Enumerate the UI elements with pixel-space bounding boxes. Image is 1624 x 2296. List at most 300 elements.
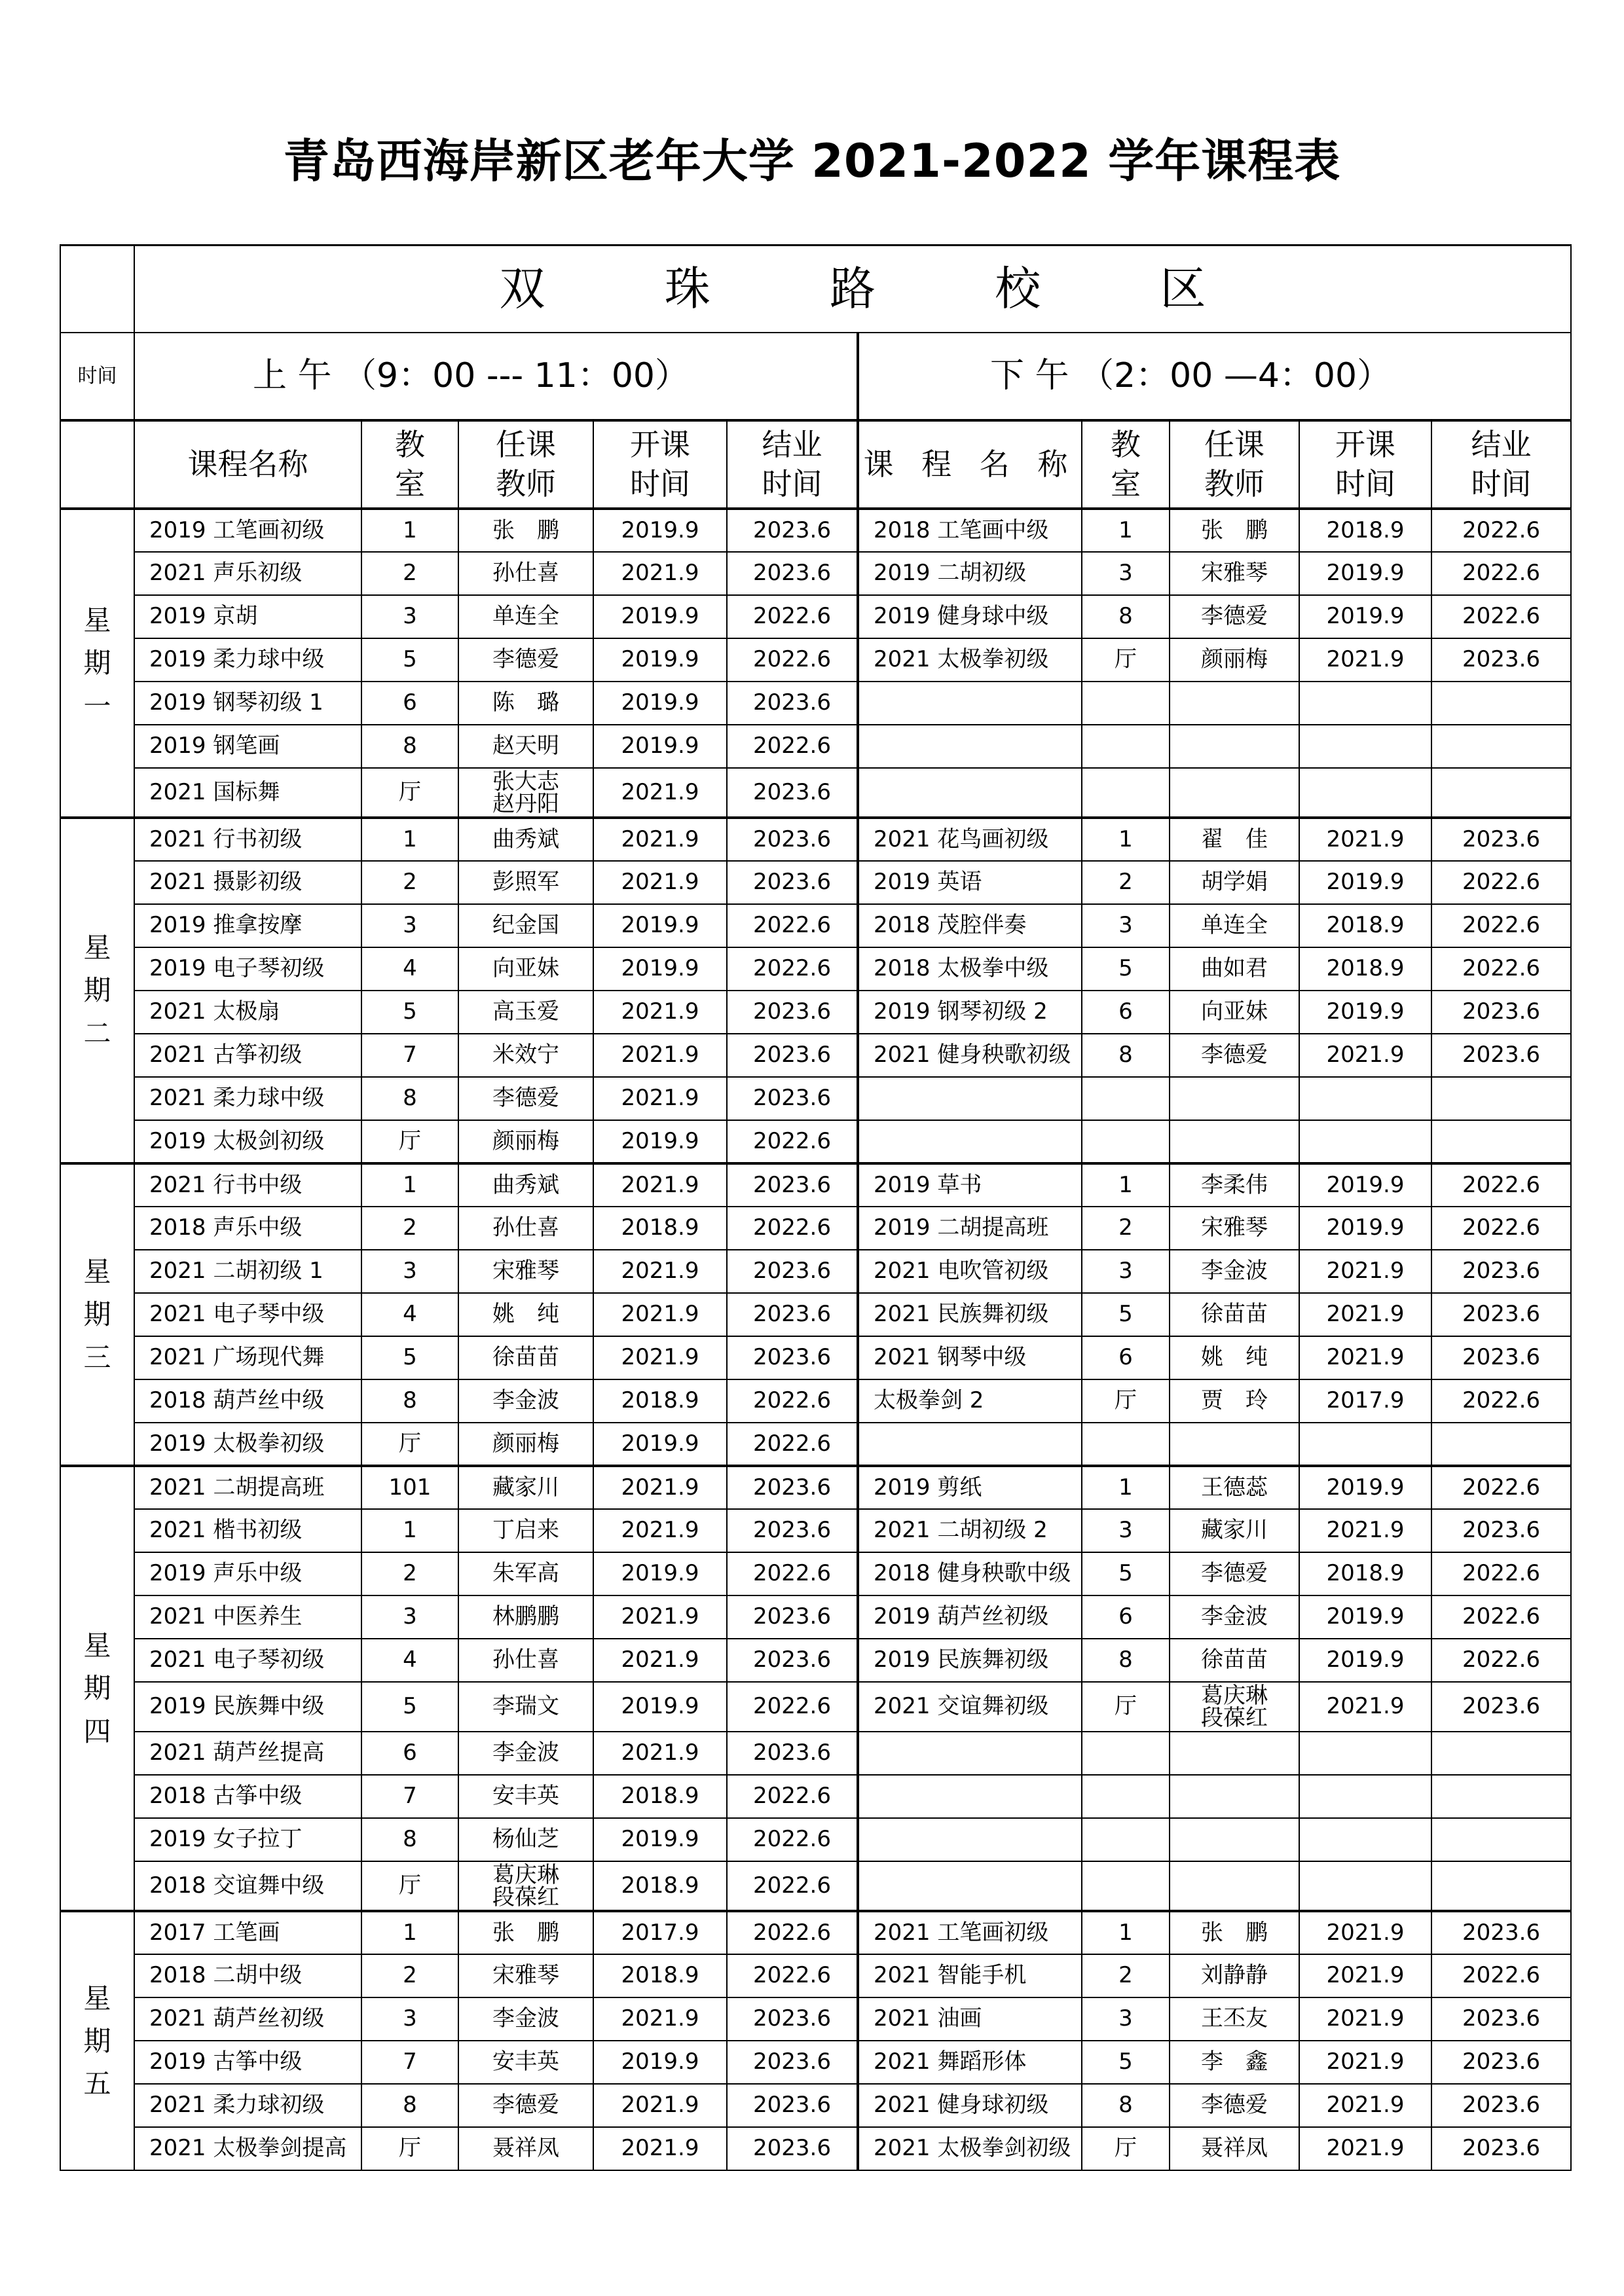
pm-start-date: 2021.9 — [1299, 1911, 1431, 1954]
pm-end-date — [1431, 1775, 1571, 1818]
pm-classroom: 厅 — [1082, 1682, 1170, 1732]
pm-teacher: 藏家川 — [1170, 1509, 1299, 1552]
column-header-row — [60, 420, 1571, 509]
am-end-date: 2022.6 — [727, 1861, 858, 1911]
am-end-date: 2023.6 — [727, 1466, 858, 1509]
pm-start-date: 2019.9 — [1299, 1595, 1431, 1639]
am-end-date: 2022.6 — [727, 638, 858, 682]
table-row — [60, 1423, 1571, 1466]
am-start-date: 2021.9 — [593, 1595, 727, 1639]
pm-course-name: 2018 茂腔伴奏 — [858, 904, 1082, 947]
am-start-date: 2021.9 — [593, 1732, 727, 1775]
am-end-date: 2023.6 — [727, 2084, 858, 2127]
am-course-name: 2019 推拿按摩 — [134, 904, 361, 947]
day-header-cell — [60, 420, 134, 509]
table-row — [60, 638, 1571, 682]
table-row — [60, 768, 1571, 818]
am-classroom: 5 — [361, 638, 458, 682]
pm-teacher: 李金波 — [1170, 1595, 1299, 1639]
pm-end-date: 2022.6 — [1431, 1954, 1571, 1997]
pm-start-date: 2019.9 — [1299, 595, 1431, 638]
am-end-date: 2023.6 — [727, 2127, 858, 2170]
pm-end-date — [1431, 1818, 1571, 1861]
am-start-date: 2021.9 — [593, 1639, 727, 1682]
pm-course-name: 2019 健身球中级 — [858, 595, 1082, 638]
afternoon-session-label: 下 午 （2：00 —4：00） — [858, 333, 1571, 420]
am-start-date: 2018.9 — [593, 1207, 727, 1250]
pm-classroom: 8 — [1082, 1034, 1170, 1077]
pm-end-date — [1431, 682, 1571, 725]
pm-start-date — [1299, 768, 1431, 818]
am-course-name: 2019 古筝中级 — [134, 2041, 361, 2084]
am-course-name: 2019 女子拉丁 — [134, 1818, 361, 1861]
table-row — [60, 1911, 1571, 1954]
am-end-date: 2023.6 — [727, 1639, 858, 1682]
pm-course-name: 2019 葫芦丝初级 — [858, 1595, 1082, 1639]
am-start-date: 2021.9 — [593, 991, 727, 1034]
table-row — [60, 904, 1571, 947]
pm-start-date — [1299, 1423, 1431, 1466]
pm-end-date — [1431, 768, 1571, 818]
pm-teacher — [1170, 768, 1299, 818]
am-start-date: 2019.9 — [593, 1818, 727, 1861]
pm-teacher: 李 鑫 — [1170, 2041, 1299, 2084]
pm-teacher: 李德爱 — [1170, 1552, 1299, 1595]
am-start-date: 2021.9 — [593, 1466, 727, 1509]
schedule-table — [60, 244, 1572, 2171]
am-teacher: 李德爱 — [458, 1077, 593, 1120]
pm-end-date: 2022.6 — [1431, 1207, 1571, 1250]
am-end-date: 2022.6 — [727, 1423, 858, 1466]
pm-classroom: 2 — [1082, 861, 1170, 904]
pm-classroom: 厅 — [1082, 2127, 1170, 2170]
table-row — [60, 1732, 1571, 1775]
table-row — [60, 1775, 1571, 1818]
am-start-date: 2019.9 — [593, 509, 727, 552]
am-teacher: 孙仕喜 — [458, 552, 593, 595]
am-classroom: 1 — [361, 818, 458, 861]
am-course-name: 2019 工笔画初级 — [134, 509, 361, 552]
am-start-date: 2018.9 — [593, 1775, 727, 1818]
am-end-date: 2023.6 — [727, 1293, 858, 1336]
am-course-name: 2018 交谊舞中级 — [134, 1861, 361, 1911]
pm-end-date: 2022.6 — [1431, 1552, 1571, 1595]
pm-course-name: 2021 工笔画初级 — [858, 1911, 1082, 1954]
table-row — [60, 1509, 1571, 1552]
pm-end-date: 2023.6 — [1431, 2041, 1571, 2084]
am-teacher: 孙仕喜 — [458, 1207, 593, 1250]
am-course-name: 2021 楷书初级 — [134, 1509, 361, 1552]
pm-header-start-date: 开课 时间 — [1299, 420, 1431, 509]
am-teacher: 聂祥凤 — [458, 2127, 593, 2170]
am-start-date: 2019.9 — [593, 1120, 727, 1163]
pm-end-date: 2022.6 — [1431, 595, 1571, 638]
pm-course-name: 2021 钢琴中级 — [858, 1336, 1082, 1379]
am-start-date: 2017.9 — [593, 1911, 727, 1954]
am-teacher: 宋雅琴 — [458, 1250, 593, 1293]
pm-teacher: 单连全 — [1170, 904, 1299, 947]
am-classroom: 3 — [361, 1997, 458, 2041]
pm-classroom: 3 — [1082, 1997, 1170, 2041]
campus-row — [60, 246, 1571, 333]
am-course-name: 2021 二胡提高班 — [134, 1466, 361, 1509]
pm-classroom — [1082, 1775, 1170, 1818]
table-row — [60, 2041, 1571, 2084]
pm-start-date: 2021.9 — [1299, 638, 1431, 682]
am-course-name: 2021 柔力球中级 — [134, 1077, 361, 1120]
pm-header-teacher: 任课 教师 — [1170, 420, 1299, 509]
am-classroom: 厅 — [361, 1120, 458, 1163]
pm-course-name: 2019 剪纸 — [858, 1466, 1082, 1509]
pm-start-date: 2021.9 — [1299, 1250, 1431, 1293]
am-end-date: 2022.6 — [727, 725, 858, 768]
am-teacher: 李瑞文 — [458, 1682, 593, 1732]
pm-classroom: 6 — [1082, 1336, 1170, 1379]
am-start-date: 2021.9 — [593, 1997, 727, 2041]
pm-end-date: 2023.6 — [1431, 1336, 1571, 1379]
am-start-date: 2019.9 — [593, 2041, 727, 2084]
am-teacher: 安丰英 — [458, 1775, 593, 1818]
pm-start-date: 2021.9 — [1299, 1682, 1431, 1732]
pm-course-name: 2019 英语 — [858, 861, 1082, 904]
pm-start-date: 2019.9 — [1299, 991, 1431, 1034]
am-start-date: 2019.9 — [593, 595, 727, 638]
pm-course-name: 2021 健身秧歌初级 — [858, 1034, 1082, 1077]
pm-course-name — [858, 1120, 1082, 1163]
pm-classroom: 1 — [1082, 509, 1170, 552]
pm-end-date: 2023.6 — [1431, 1509, 1571, 1552]
pm-start-date: 2021.9 — [1299, 1954, 1431, 1997]
pm-teacher: 贾 玲 — [1170, 1379, 1299, 1423]
pm-end-date — [1431, 1423, 1571, 1466]
pm-classroom — [1082, 768, 1170, 818]
pm-teacher: 刘静静 — [1170, 1954, 1299, 1997]
pm-classroom: 1 — [1082, 1466, 1170, 1509]
pm-classroom — [1082, 682, 1170, 725]
am-teacher: 李金波 — [458, 1997, 593, 2041]
am-classroom: 7 — [361, 1775, 458, 1818]
am-start-date: 2019.9 — [593, 682, 727, 725]
pm-start-date — [1299, 1077, 1431, 1120]
pm-start-date: 2021.9 — [1299, 1509, 1431, 1552]
day-label: 星 期 五 — [60, 1911, 134, 2170]
table-row — [60, 552, 1571, 595]
pm-teacher — [1170, 725, 1299, 768]
am-end-date: 2023.6 — [727, 768, 858, 818]
pm-classroom: 8 — [1082, 595, 1170, 638]
pm-classroom: 3 — [1082, 1250, 1170, 1293]
pm-classroom: 3 — [1082, 552, 1170, 595]
pm-start-date — [1299, 682, 1431, 725]
am-classroom: 3 — [361, 904, 458, 947]
pm-classroom: 8 — [1082, 2084, 1170, 2127]
am-classroom: 2 — [361, 1207, 458, 1250]
am-course-name: 2018 二胡中级 — [134, 1954, 361, 1997]
pm-teacher: 李柔伟 — [1170, 1163, 1299, 1207]
pm-course-name: 2021 民族舞初级 — [858, 1293, 1082, 1336]
am-classroom: 8 — [361, 1379, 458, 1423]
pm-header-end-date: 结业 时间 — [1431, 420, 1571, 509]
am-course-name: 2021 广场现代舞 — [134, 1336, 361, 1379]
pm-end-date: 2022.6 — [1431, 947, 1571, 991]
am-course-name: 2021 行书初级 — [134, 818, 361, 861]
pm-classroom: 1 — [1082, 1911, 1170, 1954]
am-classroom: 6 — [361, 1732, 458, 1775]
am-start-date: 2021.9 — [593, 552, 727, 595]
pm-course-name: 2019 草书 — [858, 1163, 1082, 1207]
pm-end-date — [1431, 1861, 1571, 1911]
session-row — [60, 333, 1571, 420]
pm-course-name: 2018 健身秧歌中级 — [858, 1552, 1082, 1595]
pm-teacher: 颜丽梅 — [1170, 638, 1299, 682]
pm-teacher: 胡学娟 — [1170, 861, 1299, 904]
pm-course-name: 2019 民族舞初级 — [858, 1639, 1082, 1682]
pm-start-date: 2019.9 — [1299, 861, 1431, 904]
am-end-date: 2023.6 — [727, 1250, 858, 1293]
pm-end-date: 2022.6 — [1431, 552, 1571, 595]
pm-classroom: 2 — [1082, 1954, 1170, 1997]
am-end-date: 2023.6 — [727, 991, 858, 1034]
pm-start-date: 2021.9 — [1299, 1997, 1431, 2041]
pm-start-date: 2017.9 — [1299, 1379, 1431, 1423]
table-row — [60, 1954, 1571, 1997]
am-classroom: 5 — [361, 1336, 458, 1379]
pm-end-date — [1431, 1732, 1571, 1775]
am-course-name: 2021 柔力球初级 — [134, 2084, 361, 2127]
am-teacher: 颜丽梅 — [458, 1423, 593, 1466]
am-header-teacher: 任课 教师 — [458, 420, 593, 509]
pm-header-course-name: 课 程 名 称 — [858, 420, 1082, 509]
pm-teacher: 李德爱 — [1170, 1034, 1299, 1077]
pm-end-date: 2023.6 — [1431, 1034, 1571, 1077]
am-end-date: 2023.6 — [727, 1034, 858, 1077]
am-course-name: 2018 古筝中级 — [134, 1775, 361, 1818]
am-course-name: 2019 钢琴初级 1 — [134, 682, 361, 725]
table-row — [60, 595, 1571, 638]
am-course-name: 2021 中医养生 — [134, 1595, 361, 1639]
am-classroom: 1 — [361, 1911, 458, 1954]
am-end-date: 2023.6 — [727, 1732, 858, 1775]
table-row — [60, 991, 1571, 1034]
am-classroom: 厅 — [361, 1861, 458, 1911]
am-course-name: 2019 京胡 — [134, 595, 361, 638]
pm-teacher: 李德爱 — [1170, 595, 1299, 638]
pm-course-name: 2021 电吹管初级 — [858, 1250, 1082, 1293]
pm-start-date: 2021.9 — [1299, 1336, 1431, 1379]
am-classroom: 7 — [361, 2041, 458, 2084]
pm-course-name — [858, 1861, 1082, 1911]
am-start-date: 2021.9 — [593, 1250, 727, 1293]
pm-classroom — [1082, 725, 1170, 768]
am-classroom: 2 — [361, 861, 458, 904]
am-classroom: 1 — [361, 509, 458, 552]
am-start-date: 2018.9 — [593, 1861, 727, 1911]
pm-classroom: 3 — [1082, 1509, 1170, 1552]
pm-course-name — [858, 725, 1082, 768]
pm-course-name — [858, 1775, 1082, 1818]
am-start-date: 2019.9 — [593, 1552, 727, 1595]
pm-end-date — [1431, 1077, 1571, 1120]
table-row — [60, 1552, 1571, 1595]
pm-end-date: 2022.6 — [1431, 1639, 1571, 1682]
am-end-date: 2023.6 — [727, 861, 858, 904]
am-start-date: 2018.9 — [593, 1379, 727, 1423]
page-title: 青岛西海岸新区老年大学 2021-2022 学年课程表 — [283, 134, 1341, 188]
am-teacher: 葛庆琳 段葆红 — [458, 1861, 593, 1911]
pm-classroom: 8 — [1082, 1639, 1170, 1682]
am-teacher: 李德爱 — [458, 2084, 593, 2127]
pm-start-date: 2021.9 — [1299, 818, 1431, 861]
am-course-name: 2018 葫芦丝中级 — [134, 1379, 361, 1423]
pm-start-date: 2019.9 — [1299, 1639, 1431, 1682]
am-teacher: 向亚妹 — [458, 947, 593, 991]
table-row — [60, 725, 1571, 768]
am-teacher: 孙仕喜 — [458, 1639, 593, 1682]
pm-start-date — [1299, 1861, 1431, 1911]
am-teacher: 米效宁 — [458, 1034, 593, 1077]
table-row — [60, 818, 1571, 861]
pm-start-date: 2018.9 — [1299, 509, 1431, 552]
time-label-text: 时间 — [77, 365, 117, 388]
pm-start-date — [1299, 725, 1431, 768]
pm-teacher: 李德爱 — [1170, 2084, 1299, 2127]
am-end-date: 2023.6 — [727, 552, 858, 595]
pm-classroom: 1 — [1082, 1163, 1170, 1207]
am-end-date: 2022.6 — [727, 1379, 858, 1423]
pm-course-name: 2021 健身球初级 — [858, 2084, 1082, 2127]
am-end-date: 2023.6 — [727, 509, 858, 552]
pm-start-date: 2021.9 — [1299, 2041, 1431, 2084]
am-end-date: 2022.6 — [727, 595, 858, 638]
am-classroom: 101 — [361, 1466, 458, 1509]
am-header-course-name: 课程名称 — [134, 420, 361, 509]
campus-name: 双 珠 路 校 区 — [134, 246, 1571, 333]
am-classroom: 厅 — [361, 768, 458, 818]
am-end-date: 2022.6 — [727, 1120, 858, 1163]
am-end-date: 2022.6 — [727, 1552, 858, 1595]
am-teacher: 曲秀斌 — [458, 1163, 593, 1207]
table-row — [60, 1997, 1571, 2041]
am-classroom: 2 — [361, 1552, 458, 1595]
pm-end-date — [1431, 725, 1571, 768]
am-teacher: 林鹏鹏 — [458, 1595, 593, 1639]
pm-end-date: 2023.6 — [1431, 1997, 1571, 2041]
am-classroom: 4 — [361, 947, 458, 991]
am-start-date: 2019.9 — [593, 725, 727, 768]
am-course-name: 2021 葫芦丝提高 — [134, 1732, 361, 1775]
pm-start-date — [1299, 1818, 1431, 1861]
pm-classroom — [1082, 1818, 1170, 1861]
table-row — [60, 1207, 1571, 1250]
pm-teacher: 宋雅琴 — [1170, 552, 1299, 595]
am-classroom: 厅 — [361, 2127, 458, 2170]
pm-end-date: 2022.6 — [1431, 861, 1571, 904]
pm-teacher — [1170, 682, 1299, 725]
pm-course-name: 2021 二胡初级 2 — [858, 1509, 1082, 1552]
am-start-date: 2021.9 — [593, 768, 727, 818]
pm-course-name — [858, 768, 1082, 818]
time-label — [60, 333, 134, 420]
am-end-date: 2023.6 — [727, 2041, 858, 2084]
am-course-name: 2019 声乐中级 — [134, 1552, 361, 1595]
am-start-date: 2019.9 — [593, 638, 727, 682]
am-course-name: 2019 太极拳初级 — [134, 1423, 361, 1466]
pm-course-name — [858, 1077, 1082, 1120]
table-row — [60, 1466, 1571, 1509]
pm-course-name: 2018 太极拳中级 — [858, 947, 1082, 991]
am-course-name: 2019 太极剑初级 — [134, 1120, 361, 1163]
am-course-name: 2019 钢笔画 — [134, 725, 361, 768]
pm-course-name: 2021 花鸟画初级 — [858, 818, 1082, 861]
pm-end-date: 2022.6 — [1431, 1595, 1571, 1639]
morning-session-label: 上 午 （9：00 --- 11：00） — [134, 333, 858, 420]
pm-start-date: 2018.9 — [1299, 1552, 1431, 1595]
table-row — [60, 1336, 1571, 1379]
pm-classroom: 5 — [1082, 947, 1170, 991]
pm-course-name: 2021 太极拳初级 — [858, 638, 1082, 682]
corner-cell — [60, 246, 134, 333]
am-end-date: 2022.6 — [727, 1911, 858, 1954]
pm-course-name — [858, 1818, 1082, 1861]
am-course-name: 2019 民族舞中级 — [134, 1682, 361, 1732]
pm-course-name: 2018 工笔画中级 — [858, 509, 1082, 552]
pm-start-date — [1299, 1120, 1431, 1163]
pm-teacher — [1170, 1423, 1299, 1466]
am-teacher: 李金波 — [458, 1732, 593, 1775]
pm-end-date: 2023.6 — [1431, 1250, 1571, 1293]
pm-teacher — [1170, 1732, 1299, 1775]
pm-classroom: 6 — [1082, 991, 1170, 1034]
am-classroom: 3 — [361, 1250, 458, 1293]
pm-start-date: 2018.9 — [1299, 904, 1431, 947]
am-end-date: 2023.6 — [727, 1509, 858, 1552]
pm-classroom — [1082, 1861, 1170, 1911]
pm-teacher — [1170, 1861, 1299, 1911]
pm-classroom: 厅 — [1082, 1379, 1170, 1423]
pm-teacher: 聂祥凤 — [1170, 2127, 1299, 2170]
am-classroom: 2 — [361, 1954, 458, 1997]
am-course-name: 2021 二胡初级 1 — [134, 1250, 361, 1293]
pm-start-date: 2018.9 — [1299, 947, 1431, 991]
am-teacher: 曲秀斌 — [458, 818, 593, 861]
pm-course-name: 2021 太极拳剑初级 — [858, 2127, 1082, 2170]
day-label: 星 期 三 — [60, 1163, 134, 1466]
am-end-date: 2022.6 — [727, 1775, 858, 1818]
am-teacher: 徐苗苗 — [458, 1336, 593, 1379]
am-course-name: 2018 声乐中级 — [134, 1207, 361, 1250]
am-course-name: 2021 国标舞 — [134, 768, 361, 818]
pm-teacher: 张 鹏 — [1170, 509, 1299, 552]
table-row — [60, 1034, 1571, 1077]
table-row — [60, 1077, 1571, 1120]
day-label: 星 期 四 — [60, 1466, 134, 1911]
am-start-date: 2021.9 — [593, 1163, 727, 1207]
pm-classroom — [1082, 1120, 1170, 1163]
pm-teacher: 李金波 — [1170, 1250, 1299, 1293]
table-row — [60, 1293, 1571, 1336]
am-course-name: 2021 电子琴中级 — [134, 1293, 361, 1336]
am-teacher: 张 鹏 — [458, 509, 593, 552]
am-course-name: 2021 古筝初级 — [134, 1034, 361, 1077]
am-course-name: 2021 行书中级 — [134, 1163, 361, 1207]
pm-end-date: 2022.6 — [1431, 1163, 1571, 1207]
pm-course-name: 2019 二胡初级 — [858, 552, 1082, 595]
pm-classroom — [1082, 1423, 1170, 1466]
pm-start-date: 2021.9 — [1299, 1293, 1431, 1336]
am-course-name: 2021 太极拳剑提高 — [134, 2127, 361, 2170]
table-row — [60, 2127, 1571, 2170]
am-classroom: 8 — [361, 725, 458, 768]
